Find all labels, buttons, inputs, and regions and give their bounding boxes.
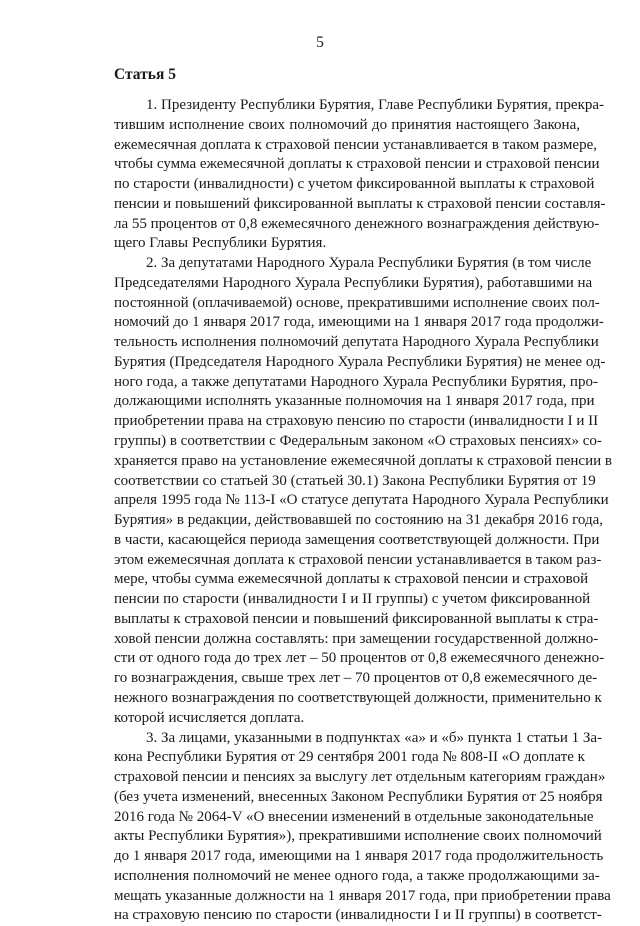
paragraph-line: щего Главы Республики Бурятия.: [114, 234, 580, 254]
paragraph-3: [114, 729, 580, 926]
paragraph-line: мере, чтобы сумма ежемесячной доплаты к страховой пенсии и страховой: [114, 570, 580, 590]
paragraph-line: акты Республики Бурятия»), прекратившими исполнение своих полномочий: [114, 827, 580, 847]
paragraph-line: (без учета изменений, внесенных Законом Республики Бурятия от 25 ноября: [114, 788, 580, 808]
article-heading: Статья 5: [114, 66, 176, 84]
paragraph-line: пенсии по старости (инвалидности I и II группы) с учетом фиксированной: [114, 590, 580, 610]
paragraph-line: тившим исполнение своих полномочий до принятия настоящего Закона,: [114, 116, 580, 136]
paragraph-line: соответствии со статьей 30 (статьей 30.1) Закона Республики Бурятия от 19: [114, 472, 580, 492]
paragraph-line: 2. За депутатами Народного Хурала Республики Бурятия (в том числе: [114, 254, 580, 274]
paragraph-line: ховой пенсии должна составлять: при замещении государственной должно-: [114, 630, 580, 650]
paragraph-line: мещать указанные должности на 1 января 2017 года, при приобретении права: [114, 887, 580, 907]
paragraph-line: храняется право на установление ежемесячной доплаты к страховой пенсии в: [114, 452, 580, 472]
paragraph-line: Бурятия (Председателя Народного Хурала Республики Бурятия) не менее од-: [114, 353, 580, 373]
paragraph-line: ного года, а также депутатами Народного Хурала Республики Бурятия, про-: [114, 373, 580, 393]
paragraph-line: кона Республики Бурятия от 29 сентября 2001 года № 808-II «О доплате к: [114, 748, 580, 768]
paragraph-line: 3. За лицами, указанными в подпунктах «а» и «б» пункта 1 статьи 1 За-: [114, 729, 580, 749]
paragraph-line: апреля 1995 года № 113-I «О статусе депутата Народного Хурала Республики: [114, 491, 580, 511]
paragraph-line: группы) в соответствии с Федеральным законом «О страховых пенсиях» со-: [114, 432, 580, 452]
paragraph-line: 2016 года № 2064-V «О внесении изменений в отдельные законодательные: [114, 808, 580, 828]
paragraph-line: постоянной (оплачиваемой) основе, прекратившими исполнение своих пол-: [114, 294, 580, 314]
page-number: 5: [0, 34, 640, 52]
article-body: [114, 96, 580, 926]
paragraph-line: до 1 января 2017 года, имеющими на 1 января 2017 года продолжительность: [114, 847, 580, 867]
paragraph-line: Председателями Народного Хурала Республики Бурятия), работавшими на: [114, 274, 580, 294]
paragraph-line: чтобы сумма ежемесячной доплаты к страховой пенсии и страховой пенсии: [114, 155, 580, 175]
paragraph-line: Бурятия» в редакции, действовавшей по состоянию на 31 декабря 2016 года,: [114, 511, 580, 531]
paragraph-line: по старости (инвалидности) с учетом фиксированной выплаты к страховой: [114, 175, 580, 195]
paragraph-line: тельность исполнения полномочий депутата Народного Хурала Республики: [114, 333, 580, 353]
paragraph-line: на страховую пенсию по старости (инвалидности I и II группы) в соответст-: [114, 906, 580, 926]
paragraph-line: должающими исполнять указанные полномочия на 1 января 2017 года, при: [114, 392, 580, 412]
paragraph-line: номочий до 1 января 2017 года, имеющими на 1 января 2017 года продолжи-: [114, 313, 580, 333]
paragraph-line: сти от одного года до трех лет – 50 процентов от 0,8 ежемесячного денежно-: [114, 649, 580, 669]
paragraph-2: [114, 254, 580, 728]
paragraph-line: выплаты к страховой пенсии и повышений фиксированной выплаты к стра-: [114, 610, 580, 630]
paragraph-line: пенсии и повышений фиксированной выплаты к страховой пенсии составля-: [114, 195, 580, 215]
paragraph-line: приобретении права на страховую пенсию по старости (инвалидности I и II: [114, 412, 580, 432]
paragraph-line: исполнения полномочий не менее одного года, а также продолжающими за-: [114, 867, 580, 887]
paragraph-line: этом ежемесячная доплата к страховой пенсии устанавливается в таком раз-: [114, 551, 580, 571]
paragraph-line: в части, касающейся периода замещения соответствующей должности. При: [114, 531, 580, 551]
paragraph-line: ежемесячная доплата к страховой пенсии устанавливается в таком размере,: [114, 136, 580, 156]
paragraph-line: ла 55 процентов от 0,8 ежемесячного денежного вознаграждения действую-: [114, 215, 580, 235]
paragraph-line: которой исчисляется доплата.: [114, 709, 580, 729]
paragraph-line: го вознаграждения, свыше трех лет – 70 процентов от 0,8 ежемесячного де-: [114, 669, 580, 689]
paragraph-line: 1. Президенту Республики Бурятия, Главе Республики Бурятия, прекра-: [114, 96, 580, 116]
paragraph-1: [114, 96, 580, 254]
paragraph-line: нежного вознаграждения по соответствующей должности, применительно к: [114, 689, 580, 709]
paragraph-line: страховой пенсии и пенсиях за выслугу лет отдельным категориям граждан»: [114, 768, 580, 788]
